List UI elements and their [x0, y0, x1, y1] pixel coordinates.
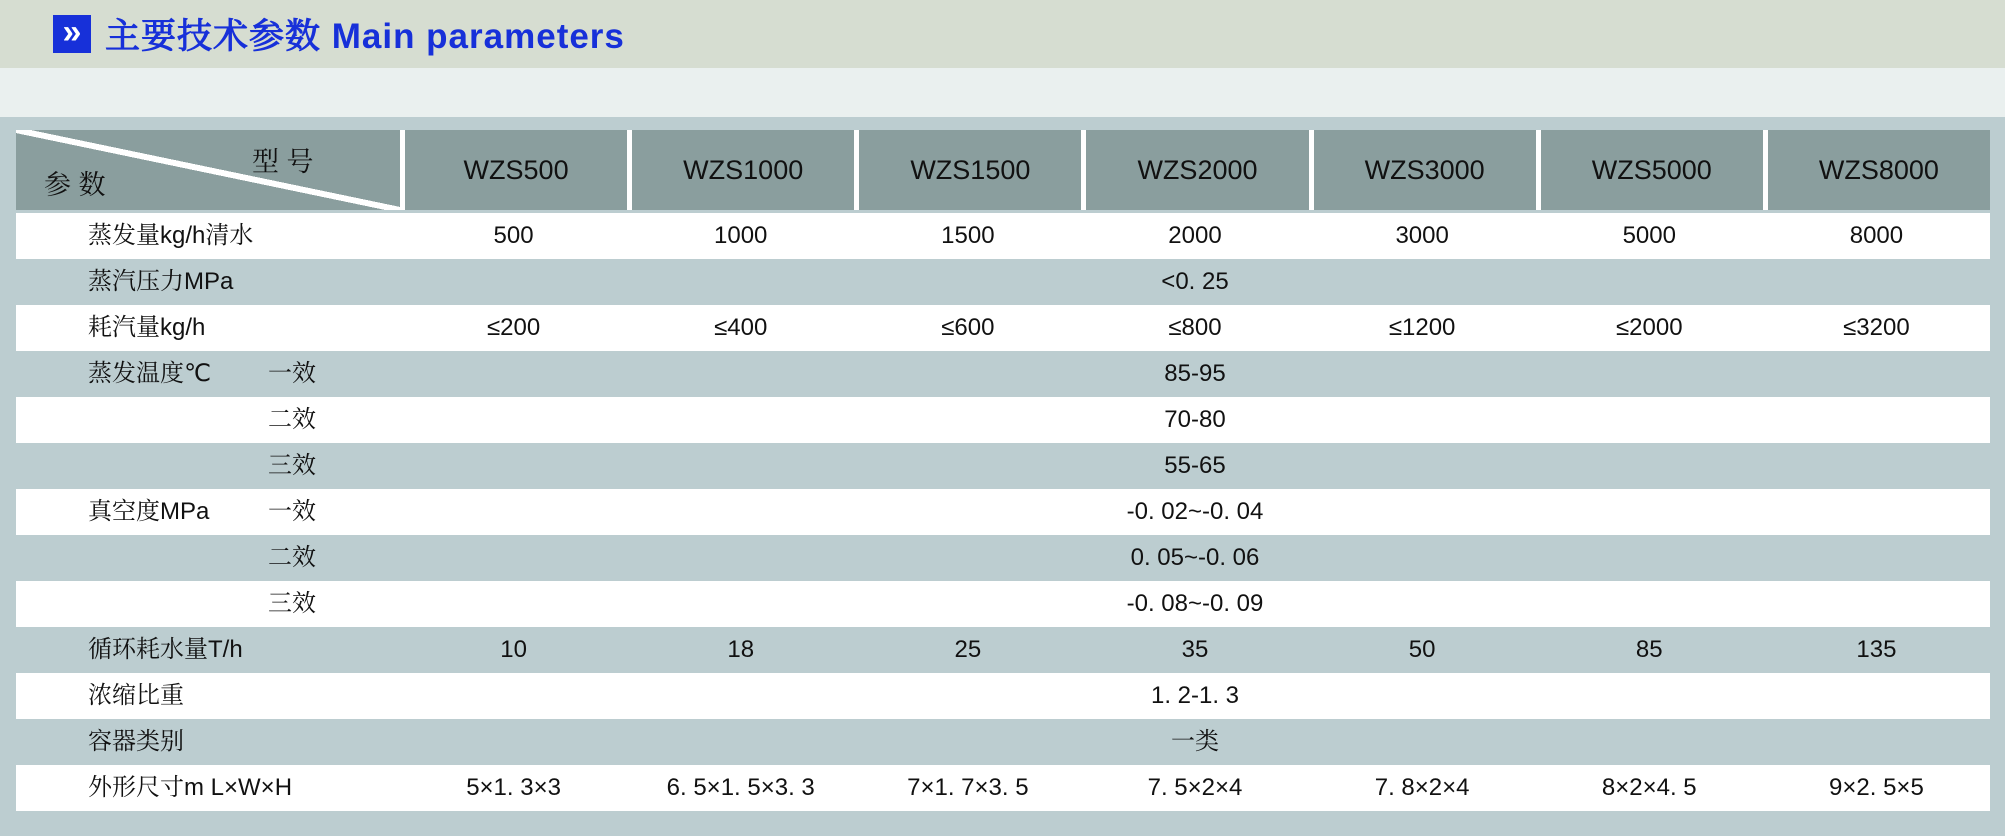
parameters-table	[16, 130, 1990, 811]
table-row-concentration-gravity	[16, 673, 1990, 719]
cell-span-value: <0. 25	[1161, 268, 1229, 295]
model-header-wzs500: WZS500	[400, 130, 627, 210]
cell-span-value: 70-80	[1164, 406, 1226, 433]
row-label	[16, 443, 400, 489]
cell-value: 1000	[714, 222, 768, 249]
row-label-text: 耗汽量kg/h	[88, 314, 206, 341]
row-label-sub: 三效	[268, 452, 316, 479]
model-header-wzs1500: WZS1500	[854, 130, 1081, 210]
cell-span-value: -0. 08~-0. 09	[1126, 590, 1264, 617]
row-label	[16, 581, 400, 627]
row-label-text: 真空度MPa	[88, 498, 210, 525]
cell-value: 5000	[1622, 222, 1676, 249]
row-label	[16, 213, 400, 259]
cell-span-value: 1. 2-1. 3	[1150, 682, 1240, 709]
model-header-wzs1000: WZS1000	[627, 130, 854, 210]
section-title: 主要技术参数 Main parameters	[105, 17, 625, 56]
cell-span-value: 55-65	[1164, 452, 1226, 479]
cell-value: 500	[493, 222, 534, 249]
cell-value: 2000	[1168, 222, 1222, 249]
row-label	[16, 673, 400, 719]
table-row-steam-pressure	[16, 259, 1990, 305]
model-header-wzs3000: WZS3000	[1309, 130, 1536, 210]
cell-value: 7×1. 7×3. 5	[907, 774, 1029, 801]
row-label-text: 外形尺寸m L×W×H	[88, 774, 293, 801]
row-label	[16, 535, 400, 581]
cell-value: 5×1. 3×3	[466, 774, 561, 801]
cell-value: 135	[1856, 636, 1897, 663]
row-label-text	[88, 581, 268, 627]
cell-span-value: -0. 02~-0. 04	[1126, 498, 1264, 525]
row-label	[16, 351, 400, 397]
cell-value: 1500	[941, 222, 995, 249]
cell-value: ≤2000	[1615, 314, 1683, 341]
cell-value: ≤800	[1168, 314, 1222, 341]
table-row-circulating-water	[16, 627, 1990, 673]
row-label	[16, 489, 400, 535]
cell-value: 7. 8×2×4	[1374, 774, 1470, 801]
table-row-vacuum-effect2	[16, 535, 1990, 581]
cell-value: 35	[1181, 636, 1209, 663]
row-label	[16, 305, 400, 351]
row-label-text: 蒸发温度℃	[88, 360, 211, 387]
model-header-wzs8000: WZS8000	[1763, 130, 1990, 210]
cell-value: ≤600	[941, 314, 995, 341]
cell-value: ≤200	[486, 314, 541, 341]
cell-value: 6. 5×1. 5×3. 3	[666, 774, 815, 801]
table-row-vacuum-effect3	[16, 581, 1990, 627]
row-label-text	[88, 443, 268, 489]
cell-span-value: 0. 05~-0. 06	[1130, 544, 1260, 571]
cell-span-value: 85-95	[1164, 360, 1226, 387]
row-label	[16, 259, 400, 305]
table-row-steam-consumption	[16, 305, 1990, 351]
row-label-sub: 一效	[268, 360, 316, 387]
cell-value: 18	[727, 636, 755, 663]
row-label-sub: 二效	[268, 544, 316, 571]
cell-value: 8×2×4. 5	[1601, 774, 1697, 801]
cell-value: 8000	[1849, 222, 1904, 249]
row-label-text: 循环耗水量T/h	[88, 636, 243, 663]
row-label	[16, 397, 400, 443]
row-label	[16, 765, 400, 811]
cell-value: 3000	[1395, 222, 1449, 249]
row-label-text: 浓缩比重	[88, 682, 184, 709]
model-header-wzs2000: WZS2000	[1081, 130, 1308, 210]
cell-span-value: 一类	[1171, 728, 1219, 755]
cell-value: 25	[954, 636, 982, 663]
cell-value: 85	[1635, 636, 1663, 663]
row-label-text: 蒸汽压力MPa	[88, 268, 234, 295]
corner-param-label: 参 数	[44, 170, 106, 200]
double-chevron-right-icon: »	[53, 15, 91, 53]
section-header	[0, 0, 2005, 68]
table-row-evap-temp-effect1	[16, 351, 1990, 397]
row-label-text	[88, 535, 268, 581]
cell-value: 10	[500, 636, 527, 663]
corner-model-label: 型 号	[252, 147, 314, 177]
cell-value: ≤400	[714, 314, 768, 341]
table-row-overall-dimensions	[16, 765, 1990, 811]
row-label-text	[88, 397, 268, 443]
row-label-text: 蒸发量kg/h清水	[88, 222, 254, 249]
corner-cell	[16, 130, 400, 210]
row-label-sub: 一效	[268, 498, 316, 525]
row-label-sub: 二效	[268, 406, 316, 433]
cell-value: 50	[1408, 636, 1436, 663]
table-row-evap-temp-effect2	[16, 397, 1990, 443]
cell-value: ≤1200	[1388, 314, 1456, 341]
table-row-evap-temp-effect3	[16, 443, 1990, 489]
table-row-vessel-category	[16, 719, 1990, 765]
parameters-table-area	[0, 117, 2005, 836]
row-label-text: 容器类别	[88, 728, 184, 755]
row-label	[16, 627, 400, 673]
row-label-sub: 三效	[268, 590, 316, 617]
table-row-vacuum-effect1	[16, 489, 1990, 535]
row-label	[16, 719, 400, 765]
table-row-evaporation-capacity	[16, 213, 1990, 259]
cell-value: ≤3200	[1843, 314, 1910, 341]
table-header-row	[16, 130, 1990, 210]
divider-strip	[0, 68, 2005, 117]
model-header-wzs5000: WZS5000	[1536, 130, 1763, 210]
cell-value: 7. 5×2×4	[1147, 774, 1243, 801]
cell-value: 9×2. 5×5	[1829, 774, 1924, 801]
